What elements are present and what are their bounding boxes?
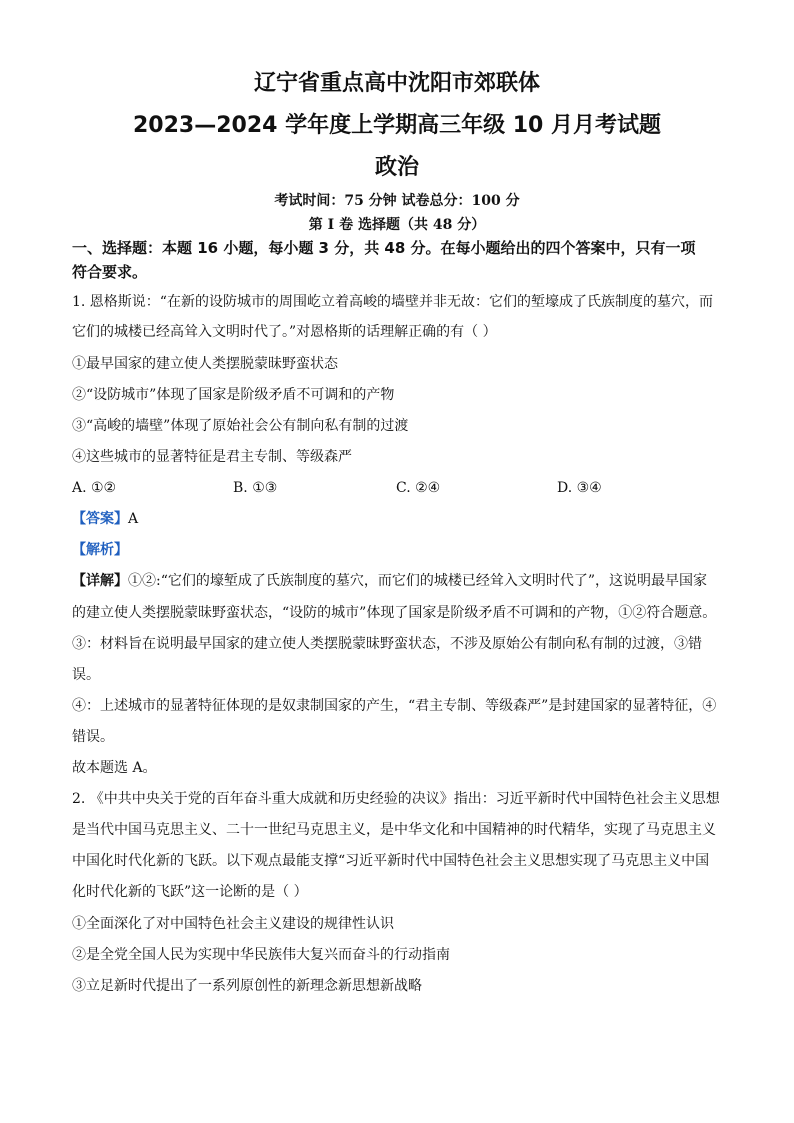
section-instruction-line2: 符合要求。 — [72, 263, 148, 281]
q1-analysis-line — [72, 540, 724, 560]
q1-detail-line1 — [72, 571, 724, 591]
q2-statement-3: ③立足新时代提出了一系列原创性的新理念新思想新战略 — [72, 978, 422, 994]
q1-detail-line5: ④：上述城市的显著特征体现的是奴隶制国家的产生，“君主专制、等级森严”是封建国家的显著特征，④ — [72, 698, 717, 714]
q1-detail-line3: ③：材料旨在说明最早国家的建立使人类摆脱蒙昧野蛮状态，不涉及原始公有制向私有制的过渡，③错 — [72, 636, 702, 652]
q1-detail-line6: 错误。 — [72, 729, 114, 745]
volume-heading: 第 I 卷 选择题（共 48 分） — [308, 217, 486, 233]
q2-stem-line1: 2. 《中共中央关于党的百年奋斗重大成就和历史经验的决议》指出：习近平新时代中国特色社会主义思想 — [72, 791, 720, 807]
q2-statement-1: ①全面深化了对中国特色社会主义建设的规律性认识 — [72, 916, 394, 932]
q1-detail-line4: 误。 — [72, 667, 100, 683]
q1-option-c: C. ②④ — [396, 480, 441, 496]
q1-stem-line2: 它们的城楼已经高耸入文明时代了。”对恩格斯的话理解正确的有（ ） — [72, 324, 497, 340]
q1-statement-4: ④这些城市的显著特征是君主专制、等级森严 — [72, 449, 352, 465]
q1-option-b: B. ①③ — [233, 480, 278, 496]
exam-info: 考试时间：75 分钟 试卷总分：100 分 — [274, 193, 520, 209]
q1-stem-line1: 1. 恩格斯说：“在新的设防城市的周围屹立着高峻的墙壁并非无故：它们的堑壕成了氏族制度的墓穴，而 — [72, 294, 713, 310]
q2-stem-line3: 中国化时代化新的飞跃。以下观点最能支撑“习近平新时代中国特色社会主义思想实现了马克思主义中国 — [72, 853, 710, 869]
q1-answer-line — [72, 509, 724, 529]
q1-statement-1: ①最早国家的建立使人类摆脱蒙昧野蛮状态 — [72, 356, 338, 372]
answer-tag: 【答案】 — [72, 511, 128, 527]
q1-statement-3: ③“高峻的墙壁”体现了原始社会公有制向私有制的过渡 — [72, 418, 409, 434]
exam-title-line1: 辽宁省重点高中沈阳市郊联体 — [253, 71, 540, 96]
q1-detail-line7: 故本题选 A。 — [72, 760, 157, 776]
subject-title: 政治 — [374, 155, 419, 180]
detail-text-1: ①②:“它们的壕堑成了氏族制度的墓穴，而它们的城楼已经耸入文明时代了”，这说明最早国家 — [128, 573, 708, 589]
answer-value: A — [128, 511, 139, 527]
detail-tag: 【详解】 — [72, 573, 128, 589]
q1-option-a: A. ①② — [72, 480, 117, 496]
q1-statement-2: ②“设防城市”体现了国家是阶级矛盾不可调和的产物 — [72, 387, 395, 403]
analysis-tag: 【解析】 — [72, 542, 128, 558]
exam-title-line2: 2023—2024 学年度上学期高三年级 10 月月考试题 — [132, 113, 662, 138]
q1-detail-line2: 的建立使人类摆脱蒙昧野蛮状态，“设防的城市”体现了国家是阶级矛盾不可调和的产物，①②符合题意。 — [72, 605, 717, 621]
q2-stem-line4: 化时代化新的飞跃”这一论断的是（ ） — [72, 884, 308, 900]
q2-stem-line2: 是当代中国马克思主义、二十一世纪马克思主义，是中华文化和中国精神的时代精华，实现了马克思主义 — [72, 822, 716, 838]
section-instruction-line1: 一、选择题：本题 16 小题，每小题 3 分，共 48 分。在每小题给出的四个答案中，只有一项 — [72, 239, 696, 257]
q2-statement-2: ②是全党全国人民为实现中华民族伟大复兴而奋斗的行动指南 — [72, 947, 450, 963]
q1-option-d: D. ③④ — [557, 480, 602, 496]
